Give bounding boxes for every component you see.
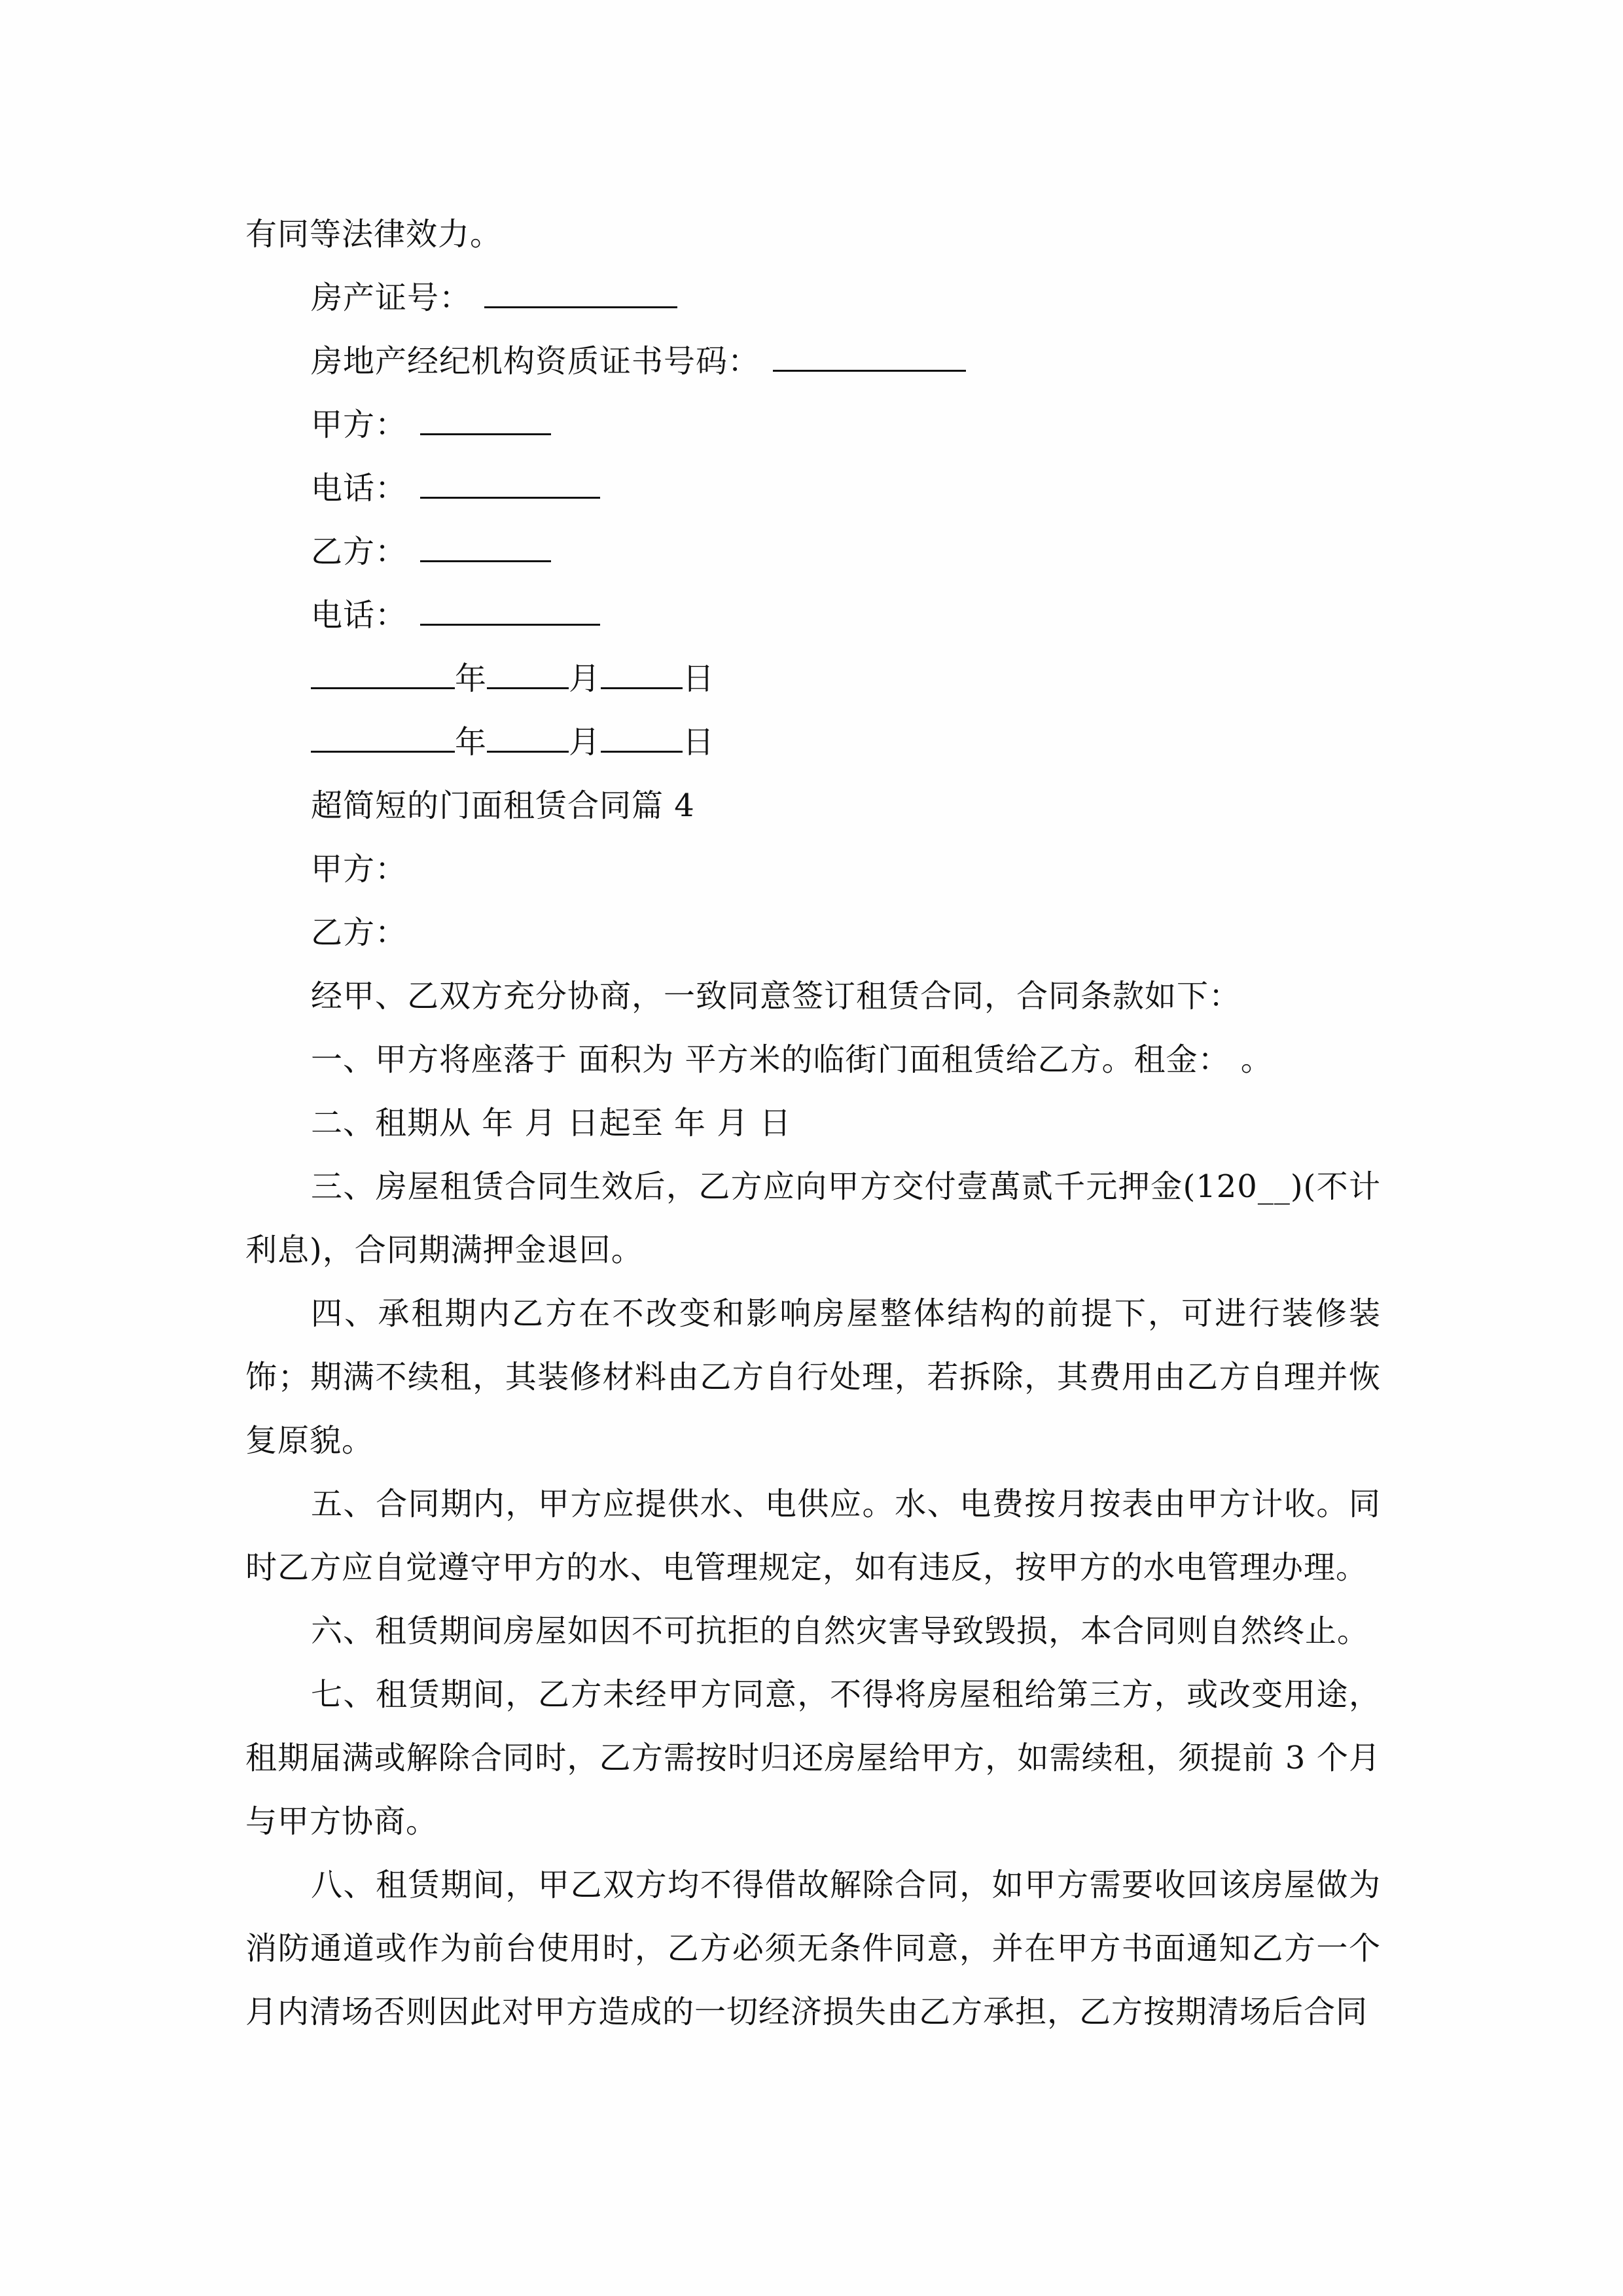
party-a-field [245, 393, 1381, 457]
month-blank [487, 661, 569, 689]
section-title: 超简短的门面租赁合同篇 4 [311, 787, 695, 824]
party-a-label: 甲方： [311, 406, 408, 443]
party-b-label-2: 乙方： [311, 914, 408, 951]
agency-cert-field [245, 330, 1381, 393]
clause-text: 六、租赁期间房屋如因不可抗拒的自然灾害导致毁损，本合同则自然终止。 [311, 1613, 1370, 1649]
clause-4 [245, 1282, 1381, 1473]
text-line-continuation [245, 203, 1381, 266]
document-body [245, 203, 1381, 2044]
day-label: 日 [683, 724, 715, 761]
clause-8 [245, 1854, 1381, 2044]
phone-b-field [245, 584, 1381, 647]
party-b-line [245, 901, 1381, 965]
cert-number-label: 房产证号： [311, 279, 472, 316]
phone-b-blank [420, 598, 600, 626]
clause-text: 一、甲方将座落于 面积为 平方米的临街门面租赁给乙方。租金： 。 [311, 1041, 1273, 1078]
cert-number-blank [484, 280, 677, 308]
party-b-label: 乙方： [311, 533, 408, 570]
clause-text: 二、租期从 年 月 日起至 年 月 日 [311, 1105, 792, 1141]
intro-line [245, 965, 1381, 1028]
clause-text: 七、租赁期间，乙方未经甲方同意，不得将房屋租给第三方，或改变用途，租期届满或解除合同时，乙方需按时归还房屋给甲方，如需续租，须提前 3 个月与甲方协商。 [245, 1676, 1381, 1840]
party-a-line [245, 838, 1381, 901]
clause-2 [245, 1092, 1381, 1155]
party-b-blank [420, 534, 551, 562]
year-blank [311, 661, 455, 689]
clause-6 [245, 1600, 1381, 1663]
year-label: 年 [455, 660, 488, 697]
year-label: 年 [455, 724, 488, 761]
continuation-text: 有同等法律效力。 [245, 216, 503, 253]
day-label: 日 [683, 660, 715, 697]
month-label: 月 [569, 724, 601, 761]
date-line-2 [245, 711, 1381, 774]
phone-b-label: 电话： [311, 597, 408, 634]
clause-text: 五、合同期内，甲方应提供水、电供应。水、电费按月按表由甲方计收。同时乙方应自觉遵守甲方的水、电管理规定，如有违反，按甲方的水电管理办理。 [245, 1486, 1381, 1586]
month-label: 月 [569, 660, 601, 697]
clause-3 [245, 1155, 1381, 1282]
agency-cert-label: 房地产经纪机构资质证书号码： [311, 343, 760, 380]
intro-text: 经甲、乙双方充分协商，一致同意签订租赁合同，合同条款如下： [311, 978, 1241, 1014]
month-blank [487, 725, 569, 753]
clause-text: 四、承租期内乙方在不改变和影响房屋整体结构的前提下，可进行装修装饰；期满不续租，其装修材料由乙方自行处理，若拆除，其费用由乙方自理并恢复原貌。 [245, 1295, 1381, 1459]
clause-text: 三、房屋租赁合同生效后，乙方应向甲方交付壹萬贰千元押金(120__)(不计利息)，合同期满押金退回。 [245, 1168, 1381, 1268]
cert-number-field [245, 266, 1381, 330]
date-line-1 [245, 647, 1381, 711]
clause-text: 八、租赁期间，甲乙双方均不得借故解除合同，如甲方需要收回该房屋做为消防通道或作为前台使用时，乙方必须无条件同意，并在甲方书面通知乙方一个月内清场否则因此对甲方造成的一切经济损失由乙方承担，乙方按期清场后合同 [245, 1867, 1381, 2030]
party-a-blank [420, 407, 551, 435]
phone-a-blank [420, 471, 600, 499]
year-blank [311, 725, 455, 753]
agency-cert-blank [773, 344, 966, 372]
phone-a-label: 电话： [311, 470, 408, 507]
day-blank [601, 661, 683, 689]
clause-7 [245, 1663, 1381, 1854]
clause-5 [245, 1473, 1381, 1600]
section-heading [245, 774, 1381, 838]
clause-1 [245, 1028, 1381, 1092]
day-blank [601, 725, 683, 753]
phone-a-field [245, 457, 1381, 520]
party-b-field [245, 520, 1381, 584]
party-a-label-2: 甲方： [311, 851, 408, 888]
